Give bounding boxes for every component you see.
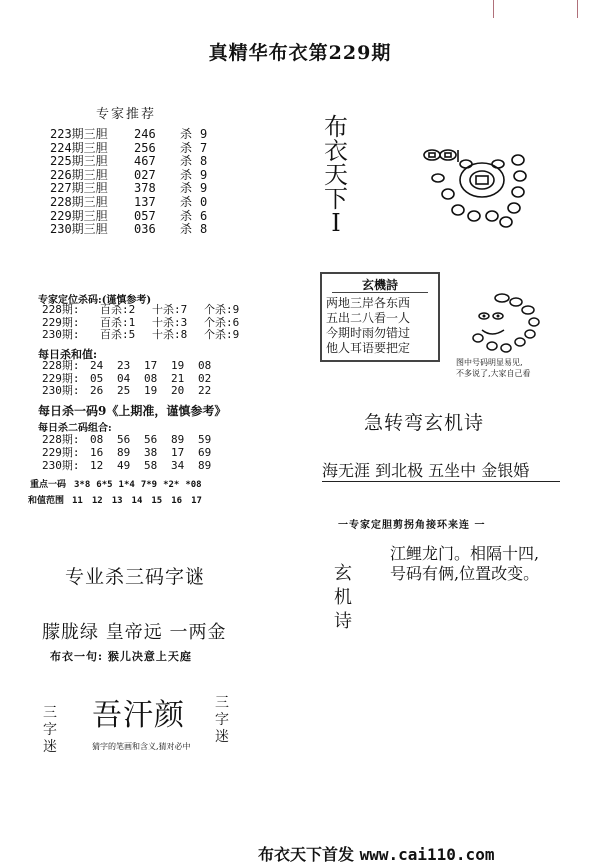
sum-range-value: 13 (111, 496, 123, 506)
row-numbers: 036 (134, 222, 156, 237)
row-numbers: 378 (134, 181, 156, 196)
buyi-vertical-title (322, 115, 350, 235)
focus-label: 重点一码 (30, 480, 67, 490)
row-value: 16 (90, 446, 104, 459)
row-kill: 0 (200, 194, 208, 209)
sum-range-value: 17 (191, 496, 202, 506)
sum-range-label: 和值范围 (28, 496, 65, 506)
row-kill-label: 杀 (180, 167, 193, 182)
vertical-char: 玄 (334, 563, 352, 584)
sum-kill-heading: 每日杀和值: (38, 348, 98, 361)
row-units: 个杀:9 (204, 328, 240, 342)
poem-line: 江鲤龙门。相隔十四, (390, 544, 540, 563)
row-period: 230期: (42, 328, 80, 342)
row-kill-label: 杀 (180, 154, 193, 169)
row-value: 21 (171, 371, 185, 385)
value-row (42, 446, 225, 459)
underline (322, 481, 560, 482)
row-numbers: 246 (134, 127, 156, 141)
position-kill-heading: 专家定位杀码:(谨慎参考) (38, 295, 152, 306)
position-row (42, 329, 239, 342)
row-kill: 8 (200, 154, 208, 169)
row-kill: 9 (200, 181, 208, 196)
row-hundreds: 百杀:1 (100, 315, 136, 329)
value-row (42, 459, 225, 472)
row-value: 22 (198, 384, 212, 397)
row-numbers: 057 (134, 208, 156, 223)
row-value: 69 (198, 446, 212, 459)
vertical-char: 机 (334, 587, 352, 608)
row-period: 229期三胆 (50, 208, 108, 223)
row-value: 34 (171, 459, 185, 472)
side-char: 字 (215, 712, 229, 728)
xuanji-poem-text (390, 544, 539, 584)
row-value: 23 (117, 359, 131, 372)
row-numbers: 137 (134, 194, 156, 209)
position-kill-rows (42, 304, 239, 342)
footer-site-link[interactable]: www.cai110.com (359, 845, 495, 864)
row-kill-label: 杀 (180, 208, 193, 223)
row-value: 38 (144, 446, 158, 459)
riddle-heading: 专业杀三码字谜 (64, 566, 205, 588)
expert-row (50, 223, 207, 237)
kill-two-heading: 每日杀二码组合: (38, 423, 112, 434)
row-value: 49 (117, 459, 131, 472)
row-kill-label: 杀 (180, 222, 193, 237)
focus-value: *08 (185, 480, 202, 490)
expert-row (50, 182, 207, 196)
row-value: 20 (171, 384, 185, 397)
row-tens: 十杀:3 (152, 315, 188, 329)
sum-range-value: 12 (91, 496, 103, 506)
sum-range (28, 493, 211, 506)
side-char: 三 (43, 705, 57, 721)
poem-line: 他人耳语要把定 (326, 341, 411, 355)
poem-line: 号码有俩,位置改变。 (390, 564, 540, 583)
value-row (42, 385, 225, 398)
image-caption-1: 图中号码明显易见, (456, 358, 523, 367)
row-period: 223期三胆 (50, 127, 108, 141)
focus-value: 1*4 (118, 480, 135, 490)
vertical-char: 衣 (324, 137, 348, 165)
vertical-char: I (331, 209, 341, 237)
row-period: 229期: (42, 446, 80, 459)
row-period: 228期: (42, 303, 80, 316)
divider (332, 292, 428, 293)
buyi-saying: 布衣一句: 猴儿决意上天庭 (50, 650, 192, 663)
row-period: 228期: (42, 433, 80, 446)
row-period: 228期三胆 (50, 194, 108, 209)
expert-row (50, 196, 207, 210)
expert-row (50, 155, 207, 169)
xuanji-poem-box (320, 272, 440, 362)
expert-heading: 专家推荐 (96, 107, 157, 122)
riddle-hint: 猜字的笔画和含义,猜对必中 (92, 742, 191, 751)
row-value: 24 (90, 359, 104, 372)
row-value: 89 (171, 433, 185, 446)
poem-line: 五出二八看一人 (326, 311, 411, 325)
row-value: 58 (144, 459, 158, 472)
row-period: 230期三胆 (50, 222, 108, 237)
row-value: 08 (90, 433, 104, 446)
row-kill: 9 (200, 127, 208, 141)
xuanji-vertical-label (332, 562, 354, 634)
row-kill: 8 (200, 222, 208, 237)
row-kill-label: 杀 (180, 194, 193, 209)
side-char: 迷 (43, 739, 57, 755)
row-value: 19 (144, 384, 158, 397)
sum-range-value: 15 (151, 496, 163, 506)
kill-two-rows (42, 433, 225, 472)
row-value: 56 (117, 433, 131, 446)
row-value: 17 (171, 446, 185, 459)
row-value: 26 (90, 384, 104, 397)
row-tens: 十杀:7 (152, 303, 188, 316)
row-value: 56 (144, 433, 158, 446)
row-kill-label: 杀 (180, 181, 193, 196)
side-char: 迷 (215, 729, 229, 745)
row-kill: 6 (200, 208, 208, 223)
row-value: 02 (198, 371, 212, 385)
row-value: 17 (144, 359, 158, 372)
row-period: 229期: (42, 315, 80, 329)
focus-value: *2* (163, 480, 180, 490)
expert-rows (50, 128, 207, 237)
sum-range-value: 11 (72, 496, 83, 506)
poem-line: 今期时雨勿错过 (326, 326, 411, 340)
sum-range-values (72, 496, 211, 506)
focus-value: 6*5 (96, 480, 113, 490)
row-value: 59 (198, 433, 212, 446)
row-value: 19 (171, 359, 185, 372)
row-kill-label: 杀 (180, 140, 193, 155)
vertical-char: 布 (324, 113, 348, 141)
focus-one-code (30, 477, 208, 490)
row-period: 230期: (42, 459, 80, 472)
row-period: 224期三胆 (50, 140, 108, 155)
vertical-char: 诗 (334, 611, 352, 632)
sum-range-value: 16 (171, 496, 183, 506)
expert-row (50, 128, 207, 142)
side-label-left (42, 705, 58, 756)
kill-one-heading: 每日杀一码9《上期准，谨慎参考》 (38, 404, 227, 418)
row-numbers: 467 (134, 154, 156, 169)
row-period: 228期: (42, 359, 80, 372)
vertical-char: 下 (324, 185, 348, 213)
row-units: 个杀:6 (204, 315, 240, 329)
big-riddle-text: 吾汗颜 (92, 698, 185, 733)
row-kill-label: 杀 (180, 127, 193, 141)
row-tens: 十杀:8 (152, 328, 188, 342)
row-value: 04 (117, 371, 131, 385)
row-value: 08 (144, 371, 158, 385)
row-value: 12 (90, 459, 104, 472)
row-numbers: 256 (134, 140, 156, 155)
row-period: 227期三胆 (50, 181, 108, 196)
poem-line: 两地三岸各东西 (326, 296, 411, 310)
row-period: 226期三胆 (50, 167, 108, 182)
side-label-right (214, 695, 230, 746)
xuanji-poem-title: 玄機詩 (361, 278, 398, 292)
focus-value: 3*8 (74, 480, 91, 490)
footer-text: 布衣天下首发 (258, 845, 355, 864)
face-cartoon-icon (466, 288, 546, 356)
hai-wuya-line: 海无涯 到北极 五坐中 金银婚 (322, 461, 530, 480)
sum-kill-rows (42, 360, 225, 398)
vertical-char: 天 (324, 161, 348, 189)
row-units: 个杀:9 (204, 303, 240, 316)
row-kill: 9 (200, 167, 208, 182)
corner-mark-left (493, 0, 494, 18)
row-kill: 7 (200, 140, 208, 155)
row-numbers: 027 (134, 167, 156, 182)
footer (258, 842, 494, 865)
row-value: 08 (198, 359, 212, 372)
side-char: 字 (43, 722, 57, 738)
xuanji-poem-lines (326, 296, 410, 356)
row-period: 225期三胆 (50, 154, 108, 169)
row-value: 05 (90, 371, 104, 385)
row-hundreds: 百杀:5 (100, 328, 136, 342)
focus-value: 7*9 (140, 480, 158, 490)
row-period: 230期: (42, 384, 80, 397)
position-row (42, 304, 239, 317)
row-period: 229期: (42, 371, 80, 385)
expert-dan-banner: 一专家定胆剪拐角接环来连 一 (338, 520, 486, 531)
image-caption-2: 不多说了,大家自己看 (456, 369, 531, 378)
riddle-line: 朦胧绿 皇帝远 一两金 (42, 622, 227, 643)
riddle-poem-heading: 急转弯玄机诗 (364, 412, 485, 434)
coin-cartoon-icon (418, 138, 530, 234)
corner-mark-right (577, 0, 578, 18)
row-value: 89 (117, 446, 131, 459)
page-title: 真精华布衣第229期 (208, 42, 392, 64)
focus-values (74, 480, 208, 490)
row-value: 89 (198, 459, 212, 472)
value-row (42, 360, 225, 373)
row-value: 25 (117, 384, 131, 397)
sum-range-value: 14 (131, 496, 143, 506)
value-row (42, 433, 225, 446)
row-hundreds: 百杀:2 (100, 303, 136, 316)
side-char: 三 (215, 695, 229, 711)
